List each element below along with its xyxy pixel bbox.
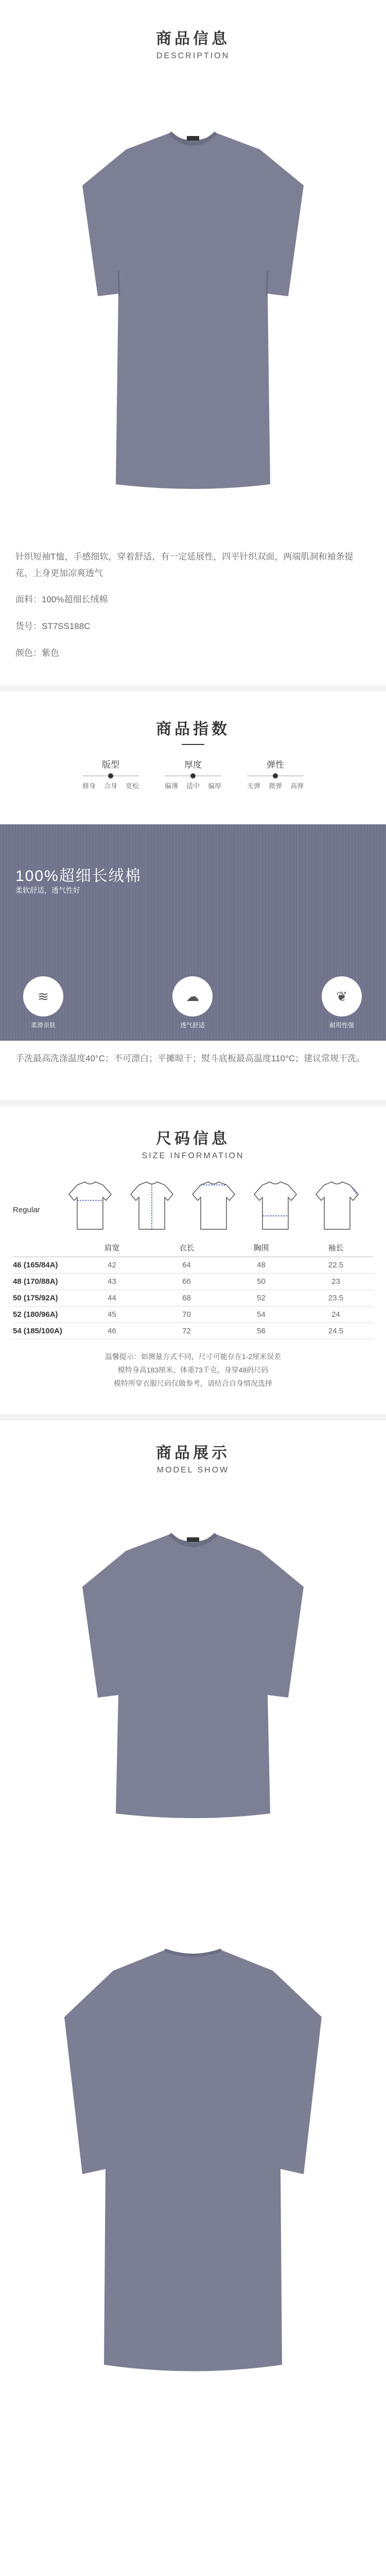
- description-header: [0, 26, 386, 61]
- table-cell: 23: [299, 1273, 373, 1290]
- table-cell: 43: [75, 1273, 149, 1290]
- model-image-back: [0, 1880, 386, 2416]
- spec-label: 弹性: [267, 760, 284, 770]
- size-table-wrap: [13, 1239, 373, 1340]
- title-underline: [182, 744, 204, 745]
- cloud-icon: ☁: [172, 976, 213, 1016]
- section-subtitle: SIZE INFORMATION: [142, 1151, 244, 1160]
- table-cell: 70: [149, 1306, 224, 1323]
- scale-option: 宽松: [125, 782, 139, 790]
- spec-elasticity: [247, 757, 304, 790]
- fabric-banner: [0, 824, 386, 1041]
- brand-label: [187, 136, 199, 141]
- feather-icon: ❦: [322, 976, 362, 1016]
- column-header: 胸围: [224, 1239, 299, 1257]
- size-notes: [21, 1350, 365, 1390]
- size-header: [0, 1126, 386, 1161]
- length-measure-diagram: [129, 1180, 175, 1231]
- table-row: [13, 1273, 373, 1290]
- fabric-banner-subtitle: 柔软舒适，透气性好: [15, 886, 80, 894]
- shoulder-measure-diagram: [190, 1180, 237, 1231]
- model-show-header: [0, 1440, 386, 1475]
- description-paragraph: 针织短袖T恤，手感细软，穿着舒适，有一定延展性，四平针织双面，两端肌洞和袖条提花，上身更加凉爽透气: [15, 552, 354, 578]
- divider: [0, 685, 386, 691]
- note-line: 温馨提示：如测量方式不同，尺寸可能存在1-2厘米误差: [104, 1352, 282, 1361]
- waist-measure-diagram: [252, 1180, 299, 1231]
- spec-label: 厚度: [184, 760, 202, 770]
- tshirt-front-image: [0, 93, 386, 533]
- tshirt-front-image: [0, 1494, 386, 1855]
- feature-badge: [172, 976, 213, 1029]
- table-cell: 46: [75, 1323, 149, 1339]
- scale-option: 偏薄: [165, 782, 179, 790]
- tshirt-back-image: [0, 1880, 386, 2416]
- section-subtitle: DESCRIPTION: [156, 52, 230, 60]
- scale-option: 修身: [82, 782, 96, 790]
- table-cell: 44: [75, 1290, 149, 1306]
- spec-fit: [82, 757, 139, 790]
- column-header: [13, 1239, 75, 1257]
- spec-thickness: [165, 757, 221, 790]
- table-cell: 24.5: [299, 1323, 373, 1339]
- table-cell: 52 (180/96A): [13, 1306, 75, 1323]
- care-instructions: 手洗最高洗涤温度40°C；不可漂白；平摊晾干；熨斗底板最高温度110°C；建议常规干洗。: [15, 1054, 365, 1063]
- table-cell: 22.5: [299, 1257, 373, 1273]
- scale-option: 无弹: [247, 782, 261, 790]
- table-cell: 42: [75, 1257, 149, 1273]
- divider: [0, 1100, 386, 1106]
- sku-line: 货号：ST7SS188C: [15, 621, 91, 631]
- scale-option: 微弹: [268, 782, 282, 790]
- table-cell: 23.5: [299, 1290, 373, 1306]
- feature-label: 耐用性强: [329, 1022, 354, 1029]
- table-row: [13, 1323, 373, 1339]
- measure-diagrams: [13, 1180, 373, 1231]
- feature-badge: [23, 976, 63, 1029]
- table-cell: 56: [224, 1323, 299, 1339]
- fabric-banner-title: 100%超细长绒棉: [15, 868, 142, 885]
- scale-option: 高弹: [290, 782, 304, 790]
- table-cell: 54 (185/100A): [13, 1323, 75, 1339]
- specs-header: [0, 716, 386, 745]
- section-title: 尺码信息: [156, 1130, 230, 1147]
- table-cell: 66: [149, 1273, 224, 1290]
- section-title: 商品展示: [156, 1445, 230, 1462]
- spec-label: 版型: [102, 760, 119, 770]
- chest-measure-diagram: [67, 1180, 113, 1231]
- spec-scales: [0, 757, 386, 809]
- table-cell: 68: [149, 1290, 224, 1306]
- color-line: 颜色：紫色: [15, 648, 59, 658]
- fabric-line: 面料：100%超细长绒棉: [15, 595, 108, 604]
- table-cell: 48: [224, 1257, 299, 1273]
- section-title: 商品信息: [156, 30, 230, 47]
- model-image-front: [0, 1494, 386, 1855]
- scale-option: 适中: [186, 782, 200, 790]
- table-cell: 72: [149, 1323, 224, 1339]
- table-row: [13, 1306, 373, 1323]
- product-main-image: [0, 93, 386, 533]
- feature-badge: [322, 976, 362, 1029]
- table-row: [13, 1257, 373, 1273]
- table-cell: 64: [149, 1257, 224, 1273]
- column-header: 衣长: [149, 1239, 224, 1257]
- table-row: [13, 1290, 373, 1306]
- layers-icon: ≋: [23, 976, 63, 1016]
- table-cell: 46 (165/84A): [13, 1257, 75, 1273]
- section-subtitle: MODEL SHOW: [156, 1466, 230, 1475]
- table-cell: 45: [75, 1306, 149, 1323]
- size-table: [13, 1239, 373, 1340]
- table-header-row: [13, 1239, 373, 1257]
- scale-option: 合身: [103, 782, 117, 790]
- column-header: 袖长: [299, 1239, 373, 1257]
- section-title: 商品指数: [156, 721, 230, 738]
- note-line: 模特所穿衣服尺码仅做参考，请结合自身情况选择: [114, 1379, 272, 1387]
- feature-label: 透气舒适: [180, 1022, 205, 1029]
- table-cell: 24: [299, 1306, 373, 1323]
- table-cell: 50 (175/92A): [13, 1290, 75, 1306]
- table-cell: 48 (170/88A): [13, 1273, 75, 1290]
- column-header: 肩宽: [75, 1239, 149, 1257]
- note-line: 模特身高183厘米，体重73千克，身穿48码尺码: [117, 1366, 269, 1374]
- divider: [0, 1414, 386, 1420]
- sleeve-measure-diagram: [314, 1180, 360, 1231]
- feature-label: 柔滑亲肤: [30, 1022, 56, 1029]
- scale-option: 偏厚: [207, 782, 221, 790]
- table-cell: 52: [224, 1290, 299, 1306]
- table-cell: 54: [224, 1306, 299, 1323]
- fit-label: Regular: [13, 1206, 40, 1214]
- table-cell: 50: [224, 1273, 299, 1290]
